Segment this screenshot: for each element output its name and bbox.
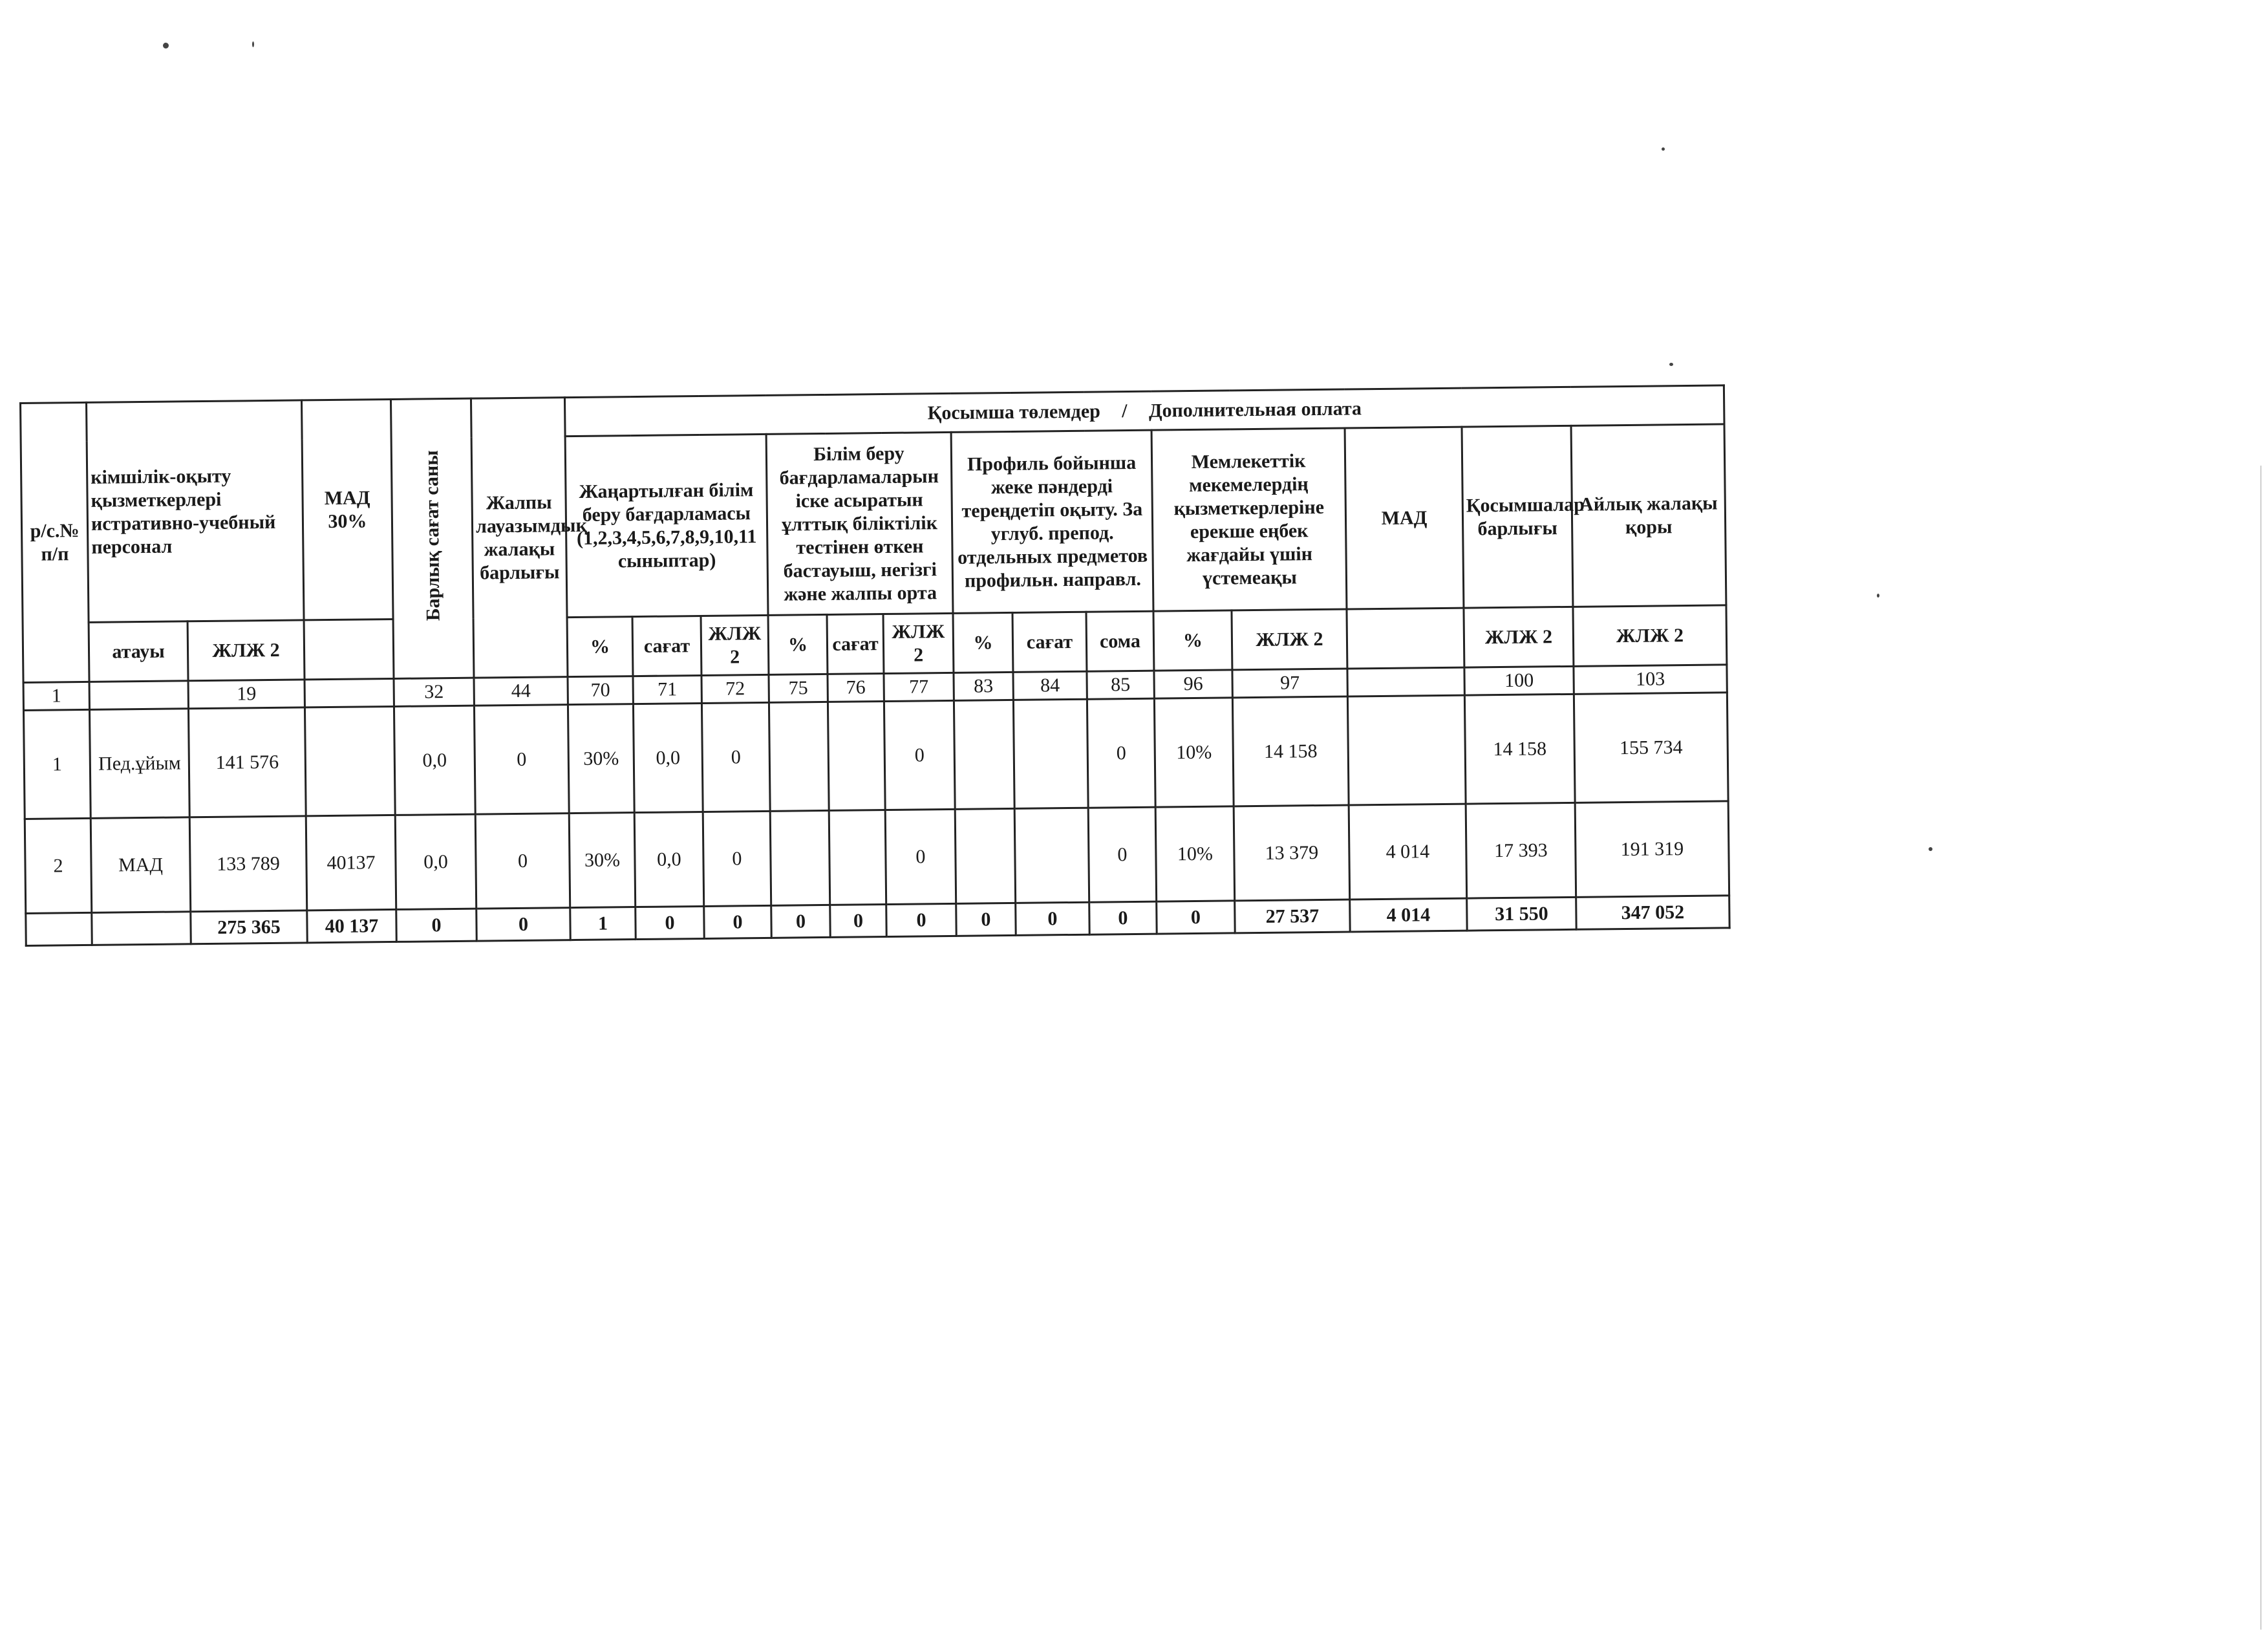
table-cell: 0 [475,814,570,909]
total-cell: 347 052 [1576,896,1730,929]
total-cell: 0 [476,908,571,942]
table-cell [305,706,395,815]
table-row [25,801,1729,914]
total-cell [92,912,191,945]
scan-edge [2260,466,2262,1630]
subheader-pq-hours: сағат [827,614,884,674]
table-cell [1347,695,1466,805]
subheader-mad-empty [1347,608,1464,669]
subheader-up-hours: сағат [632,616,701,676]
header-programs-qualification [766,432,953,615]
table-cell: 2 [25,818,92,913]
header-state-institutions: Мемлекеттік мекемелердің қызметкерлеріне ерекше еңбек жағдайы үшін үстемеақы [1151,428,1347,611]
column-number: 72 [701,674,769,703]
scan-speck [1662,147,1665,151]
column-number: 100 [1464,666,1574,695]
table-cell [1014,808,1089,903]
subheader-pq-percent: % [768,614,828,674]
table-cell: 0 [474,705,569,815]
table-cell [769,702,829,811]
table-cell: 30% [568,704,634,814]
total-cell: 0 [636,906,705,939]
header-staff-group: кімшілік-оқыту қызметкерлері истративно-учебный персонал [87,400,305,622]
subheader-fund-zhlzh: ЖЛЖ 2 [1573,605,1727,666]
header-extra-ru: Дополнительная оплата [1148,397,1362,422]
table-cell [955,808,1016,903]
table-row [23,693,1728,819]
total-cell: 40 137 [307,909,397,942]
table-cell: 191 319 [1575,801,1729,897]
column-number: 103 [1574,665,1728,694]
header-hours-total-text: Барлық сағат саны [420,450,444,621]
table-cell: 0 [884,700,955,810]
total-cell: 1 [570,907,636,940]
total-cell: 27 537 [1235,900,1351,933]
table-cell: 13 379 [1234,805,1350,901]
table-cell: 0,0 [394,706,475,815]
header-mad-30: МАД 30% [301,399,393,620]
subheader-name: атауы [89,621,188,682]
payroll-table [19,384,1731,947]
subheader-up-zhlzh: ЖЛЖ 2 [701,615,769,675]
table-cell [829,810,886,905]
subheader-extras-zhlzh: ЖЛЖ 2 [1464,607,1574,667]
table-cell: 0 [1087,698,1155,808]
table-cell: 0 [1088,807,1157,902]
scan-speck [1877,594,1879,598]
column-number [1347,667,1464,696]
column-number: 19 [188,680,305,709]
column-number [89,681,188,710]
table-cell: 0 [701,702,770,812]
table-cell: 0,0 [634,812,704,907]
column-number: 84 [1013,671,1087,700]
subheader-up-percent: % [567,617,633,677]
table-cell: 14 158 [1232,696,1349,806]
header-profile-subjects [951,430,1153,613]
table-cell: 0 [703,811,771,906]
total-cell: 0 [1016,902,1090,935]
column-number: 85 [1087,671,1154,699]
total-cell: 4 014 [1350,898,1468,932]
subheader-ps-percent: % [953,612,1013,673]
header-profile-subjects-text: Профиль бойынша жеке пәндерді тереңдетіп оқыту. За углуб. препод. отдельных предметов профильн. направл. [957,451,1148,592]
header-row-number: р/с.№ п/п [21,402,90,682]
table-cell: 0,0 [395,814,476,909]
table-cell: 40137 [306,815,396,910]
column-number [305,678,394,707]
header-extra-separator: / [1121,400,1128,422]
subheader-pq-zhlzh: ЖЛЖ 2 [883,613,954,673]
column-number: 32 [394,678,474,706]
header-position-salary-total: Жалпы лауазымдық жалақы барлығы [471,398,568,678]
subheader-si-zhlzh: ЖЛЖ 2 [1232,609,1347,670]
total-cell: 0 [956,903,1016,936]
header-mad: МАД [1345,427,1464,609]
column-number: 97 [1232,669,1347,698]
total-cell: 0 [1157,901,1236,934]
total-cell: 0 [830,905,887,938]
total-cell: 0 [704,905,772,938]
header-extra-kz: Қосымша төлемдер [927,400,1101,424]
table-cell: 0,0 [633,703,703,812]
table-cell: МАД [91,817,191,913]
column-number: 83 [954,672,1013,700]
header-updated-program: Жаңартылған білім беру бағдарламасы (1,2,3,4,5,6,7,8,9,10,11 сыныптар) [565,434,768,617]
subheader-ps-sum: сома [1086,611,1154,671]
table-cell [954,700,1014,809]
table-cell: 0 [885,809,956,904]
column-number: 71 [633,675,701,704]
table-cell: 17 393 [1466,803,1576,898]
column-number: 70 [568,676,633,705]
table-cell [1013,699,1088,808]
column-number: 76 [828,674,884,702]
column-number: 44 [474,677,568,706]
table-cell: 30% [569,813,636,908]
header-monthly-fund: Айлық жалақы қоры [1571,424,1726,607]
column-number: 77 [884,673,954,701]
table-cell: 133 789 [189,816,307,912]
subheader-ps-hours: сағат [1012,612,1087,672]
header-hours-total [390,398,474,678]
table-cell: 4 014 [1349,804,1467,900]
scan-speck [1669,363,1673,366]
total-cell: 0 [1089,901,1157,934]
table-cell: 14 158 [1464,694,1575,804]
subheader-empty [304,619,394,679]
column-number: 1 [23,682,89,710]
total-cell: 31 550 [1467,897,1577,931]
table-cell [770,810,830,905]
header-extras-total: Қосымшалар барлығы [1462,426,1573,608]
scan-speck [252,41,254,47]
total-cell: 0 [771,905,831,938]
table-cell: 1 [23,709,91,819]
table-cell [828,702,885,811]
total-cell: 275 365 [191,911,308,944]
total-cell: 0 [396,909,477,942]
total-cell [26,912,92,945]
table-cell: 10% [1154,698,1234,807]
subheader-zhlzh: ЖЛЖ 2 [187,620,305,681]
scan-speck [163,43,169,48]
table-cell: 10% [1155,806,1235,901]
column-number: 75 [769,674,828,702]
header-programs-qualification-text: Білім беру бағдарламаларын іске асыратын ұлттық біліктілік тестінен өткен бастауыш, негізгі және жалпы орта [779,442,939,605]
table-cell: Пед.ұйым [89,709,189,819]
table-cell: 155 734 [1574,693,1728,803]
table-cell: 141 576 [188,707,306,817]
total-cell: 0 [886,903,957,936]
scan-speck [1929,847,1932,851]
column-number: 96 [1154,670,1232,698]
subheader-si-percent: % [1153,610,1232,671]
